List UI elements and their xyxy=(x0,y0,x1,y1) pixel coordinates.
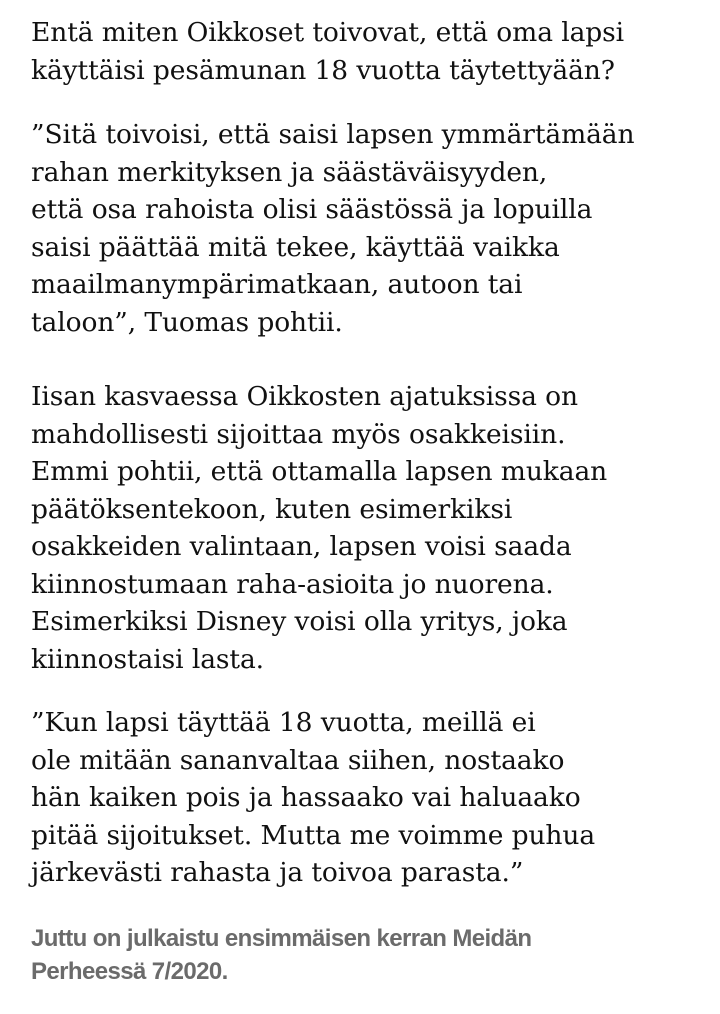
paragraph-line: ”Kun lapsi täyttää 18 vuotta, meillä ei xyxy=(31,707,536,738)
article-paragraph xyxy=(31,378,607,678)
article-paragraph xyxy=(31,116,634,341)
credit-line: Juttu on julkaistu ensimmäisen kerran Meidän xyxy=(31,925,532,952)
paragraph-line: osakkeiden valintaan, lapsen voisi saada xyxy=(31,531,572,562)
paragraph-line: kiinnostaisi lasta. xyxy=(31,643,264,675)
paragraph-line: ole mitään sananvaltaa siihen, nostaako xyxy=(31,744,565,776)
paragraph-line: käyttäisi pesämunan 18 vuotta täytettyään? xyxy=(31,54,615,86)
paragraph-line: taloon”, Tuomas pohtii. xyxy=(31,306,343,338)
paragraph-line: ”Sitä toivoisi, että saisi lapsen ymmärtämään xyxy=(31,119,635,150)
paragraph-line: mahdollisesti sijoittaa myös osakkeisiin. xyxy=(31,418,566,450)
paragraph-line: Entä miten Oikkoset toivovat, että oma lapsi xyxy=(31,17,625,48)
paragraph-line: kiinnostumaan raha-asioita jo nuorena. xyxy=(31,568,554,600)
paragraph-line: rahan merkityksen ja säästäväisyyden, xyxy=(31,156,548,188)
publication-credit xyxy=(31,922,531,988)
article-paragraph xyxy=(31,704,595,892)
paragraph-line: Esimerkiksi Disney voisi olla yritys, joka xyxy=(31,606,568,637)
paragraph-line: Iisan kasvaessa Oikkosten ajatuksissa on xyxy=(31,381,578,412)
paragraph-line: että osa rahoista olisi säästössä ja lopuilla xyxy=(31,194,593,225)
paragraph-line: päätöksentekoon, kuten esimerkiksi xyxy=(31,493,513,525)
credit-line: Perheessä 7/2020. xyxy=(31,958,228,985)
paragraph-line: järkevästi rahasta ja toivoa parasta.” xyxy=(31,857,524,888)
article-paragraph xyxy=(31,14,624,89)
paragraph-line: hän kaiken pois ja hassaako vai haluaako xyxy=(31,782,581,813)
paragraph-line: maailmanympärimatkaan, autoon tai xyxy=(31,269,523,300)
paragraph-line: pitää sijoitukset. Mutta me voimme puhua xyxy=(31,819,596,851)
paragraph-line: Emmi pohtii, että ottamalla lapsen mukaan xyxy=(31,456,608,487)
paragraph-line: saisi päättää mitä tekee, käyttää vaikka xyxy=(31,231,560,263)
